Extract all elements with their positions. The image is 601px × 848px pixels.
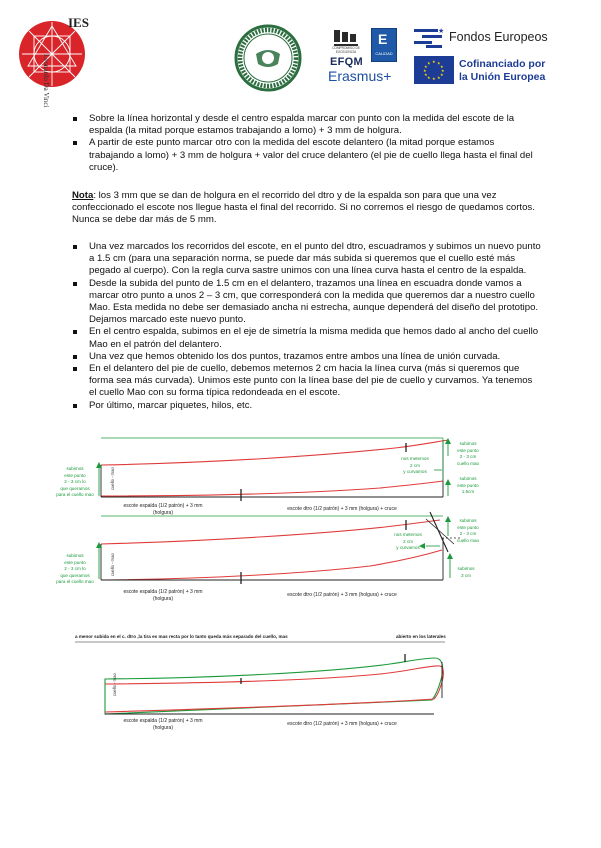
- label-line: este punto: [457, 447, 479, 453]
- label-line: 2 - 3 cm lo: [64, 566, 86, 572]
- calidad-e-letter: E: [378, 31, 388, 47]
- svg-text:★: ★: [440, 72, 444, 77]
- list-item: Desde la subida del punto de 1.5 cm en el delantero, trazamos una línea en escuadra donde vamos a marcar otro punto a unos 2 – 3 cm, que corresponderá con la medida que queremos dar a nuestro cuello Mao. Esta medida no debe ser demasiado ancha ni estrecha, aunque dependerá del diseño del prototipo. Dejamos marcado este nuevo punto.: [72, 278, 542, 327]
- label-line: subimos: [66, 553, 84, 558]
- fig3-top-caption-left: a menor subida en el c. dtro ,la tira es mas recta por lo tanto queda más separado del cuello, mas: [75, 634, 288, 639]
- fig1-left-label: [50, 466, 100, 499]
- list-item: En el centro espalda, subimos en el eje de simetría la misma medida que hemos dado al ancho del cuello Mao en el patrón del delantero.: [72, 326, 542, 350]
- label-line: para el cuello mao: [56, 492, 94, 498]
- svg-text:★: ★: [432, 76, 436, 81]
- svg-text:★: ★: [424, 72, 428, 77]
- eu-flag: [414, 56, 454, 84]
- label-line: y curvamos: [396, 545, 420, 551]
- fig1-inner-label: [392, 456, 438, 476]
- calidad-badge: [371, 28, 397, 62]
- registrar-seal: [234, 24, 302, 92]
- fig2-axis-label: cuello - mao: [110, 553, 115, 576]
- label-line: para el cuello mao: [56, 579, 94, 585]
- list-item: A partir de este punto marcar otro con la medida del escote delantero (la mitad porque estamos trabajando a lomo) + 3 mm de holgura + valor del cruce delantero (el pie de cuello llega hasta el final del cruce).: [72, 137, 542, 174]
- label-line: subimos: [66, 466, 84, 471]
- label-line: subimos: [459, 441, 477, 446]
- svg-text:★: ★: [432, 59, 436, 64]
- fig3-axis-label: cuello - mao: [112, 673, 117, 696]
- fondos-europeos-label: Fondos Europeos: [449, 30, 548, 44]
- fig1-axis-label: cuello - mao: [110, 467, 115, 490]
- fig2-caption-back: [108, 589, 218, 603]
- svg-text:★: ★: [427, 75, 431, 80]
- ies-abbrev: IES: [68, 15, 89, 30]
- note-text: : los 3 mm que se dan de holgura en el recorrido del dtro y de la espalda son para que una vez confeccionado el escote nos llegue hasta el final del recorrido. Si no corremos el riesgo de quedamos cortos. Nunca se debe dar más de 5 mm.: [72, 190, 535, 226]
- label-line: cuello mao: [456, 537, 480, 543]
- ies-logo: [18, 14, 110, 106]
- efqm-caption: COMPROMISO DE EXCELENCIA: [332, 46, 360, 54]
- label-line: este punto: [457, 524, 479, 530]
- cofinanciado-line-2: la Unión Europea: [459, 71, 546, 83]
- label-line: nos metemos: [394, 532, 422, 537]
- fig1-right-top-label: [448, 441, 488, 467]
- caption-line: escote espalda (1/2 patrón) + 3 mm: [123, 718, 203, 724]
- label-line: 2 - 3 cm: [459, 531, 477, 537]
- collar-bottom-curve: [101, 550, 442, 580]
- label-line: 2 cm: [410, 462, 420, 468]
- svg-text:★: ★: [441, 68, 445, 73]
- label-line: nos metemos: [401, 456, 429, 461]
- label-line: subimos: [459, 476, 477, 481]
- efqm-label: EFQM: [330, 56, 363, 68]
- calidad-caption: CALIDAD: [375, 51, 393, 56]
- svg-text:★: ★: [438, 28, 445, 35]
- fig2-right-top-label: [448, 518, 488, 544]
- label-line: este punto: [64, 559, 86, 565]
- header: [0, 0, 601, 108]
- label-line: subimos: [457, 566, 475, 571]
- red-collar-outline: [105, 666, 443, 712]
- label-line: subimos: [459, 518, 477, 523]
- fig2-left-label: [50, 553, 100, 586]
- pattern-figure-3: [50, 636, 550, 726]
- caption-line: (holgura): [152, 510, 173, 516]
- label-line: y curvamos: [403, 469, 427, 475]
- cofinanciado-line-1: Cofinanciado por: [459, 58, 546, 70]
- green-collar-outline: [105, 658, 443, 714]
- label-line: este punto: [457, 482, 479, 488]
- label-line: 2 - 3 cm lo: [64, 479, 86, 485]
- caption-line: escote espalda (1/2 patrón) + 3 mm: [123, 589, 203, 595]
- fig1-right-bottom-label: [448, 476, 488, 496]
- svg-text:★: ★: [424, 64, 428, 69]
- instructions-list-2: [72, 241, 542, 412]
- label-line: 2 - 3 cm: [459, 454, 477, 460]
- erasmus-label: Erasmus+: [328, 68, 392, 84]
- label-line: 1.5cm: [461, 489, 475, 495]
- fig3-top-caption-right: abierto en los laterales: [396, 634, 446, 639]
- ies-school-name: Leonardo Da Vinci: [42, 54, 50, 108]
- list-item: Una vez marcados los recorridos del escote, en el punto del dtro, escuadramos y subimos un nuevo punto a 1.5 cm (para una separación norma, se puede dar más subida si queremos que el cuello esté más pegado al cuerpo). Con la regla curva sastre unimos con una línea curva hasta el centro de la espalda.: [72, 241, 542, 278]
- label-line: 3 cm: [461, 572, 471, 578]
- label-line: cuello mao: [456, 460, 480, 466]
- right-arrow-bottom-head: [447, 553, 453, 559]
- list-item: En el delantero del pie de cuello, debemos meternos 2 cm hacia la línea curva (más si queremos que forma sea más curvada). Unimos este punto con la línea base del pie de cuello y curvamos. Ya tenemos el cuello Mao con su forma típica redondeada en el escote.: [72, 363, 542, 400]
- fig2-caption-front: escote dtro (1/2 patrón) + 3 mm (holgura) + cruce: [287, 592, 397, 598]
- list-item: Una vez que hemos obtenido los dos puntos, trazamos entre ambos una línea de unión curvada.: [72, 351, 542, 363]
- list-item: Por último, marcar piquetes, hilos, etc.: [72, 400, 542, 412]
- caption-line: escote espalda (1/2 patrón) + 3 mm: [123, 503, 203, 509]
- fig1-caption-front: escote dtro (1/2 patrón) + 3 mm (holgura) + cruce: [287, 506, 397, 512]
- svg-text:★: ★: [437, 60, 441, 66]
- fondos-icon: [414, 26, 446, 50]
- note-paragraph: [72, 190, 540, 227]
- svg-text:★: ★: [440, 64, 444, 69]
- list-item: Sobre la línea horizontal y desde el centro espalda marcar con punto con la medida del escote de la espalda (la mitad porque estamos trabajando a lomo) + 3 mm de holgura.: [72, 113, 542, 137]
- fig3-caption-back: [108, 718, 218, 732]
- instructions-list-1: [72, 113, 542, 174]
- svg-text:★: ★: [437, 75, 441, 80]
- note-label: Nota: [72, 190, 94, 201]
- caption-line: (holgura): [152, 596, 173, 602]
- svg-text:★: ★: [427, 60, 431, 66]
- collar-bottom-curve: [101, 481, 443, 496]
- fig2-inner-label: [385, 532, 431, 552]
- label-line: que queramos: [60, 572, 90, 578]
- label-line: que queramos: [60, 485, 90, 491]
- caption-line: (holgura): [152, 725, 173, 731]
- svg-text:★: ★: [423, 68, 427, 73]
- label-line: este punto: [64, 472, 86, 478]
- fig2-right-bottom-label: [446, 566, 486, 579]
- fig3-caption-front: escote dtro (1/2 patrón) + 3 mm (holgura) + cruce: [287, 721, 397, 727]
- label-line: 2 cm: [403, 538, 413, 544]
